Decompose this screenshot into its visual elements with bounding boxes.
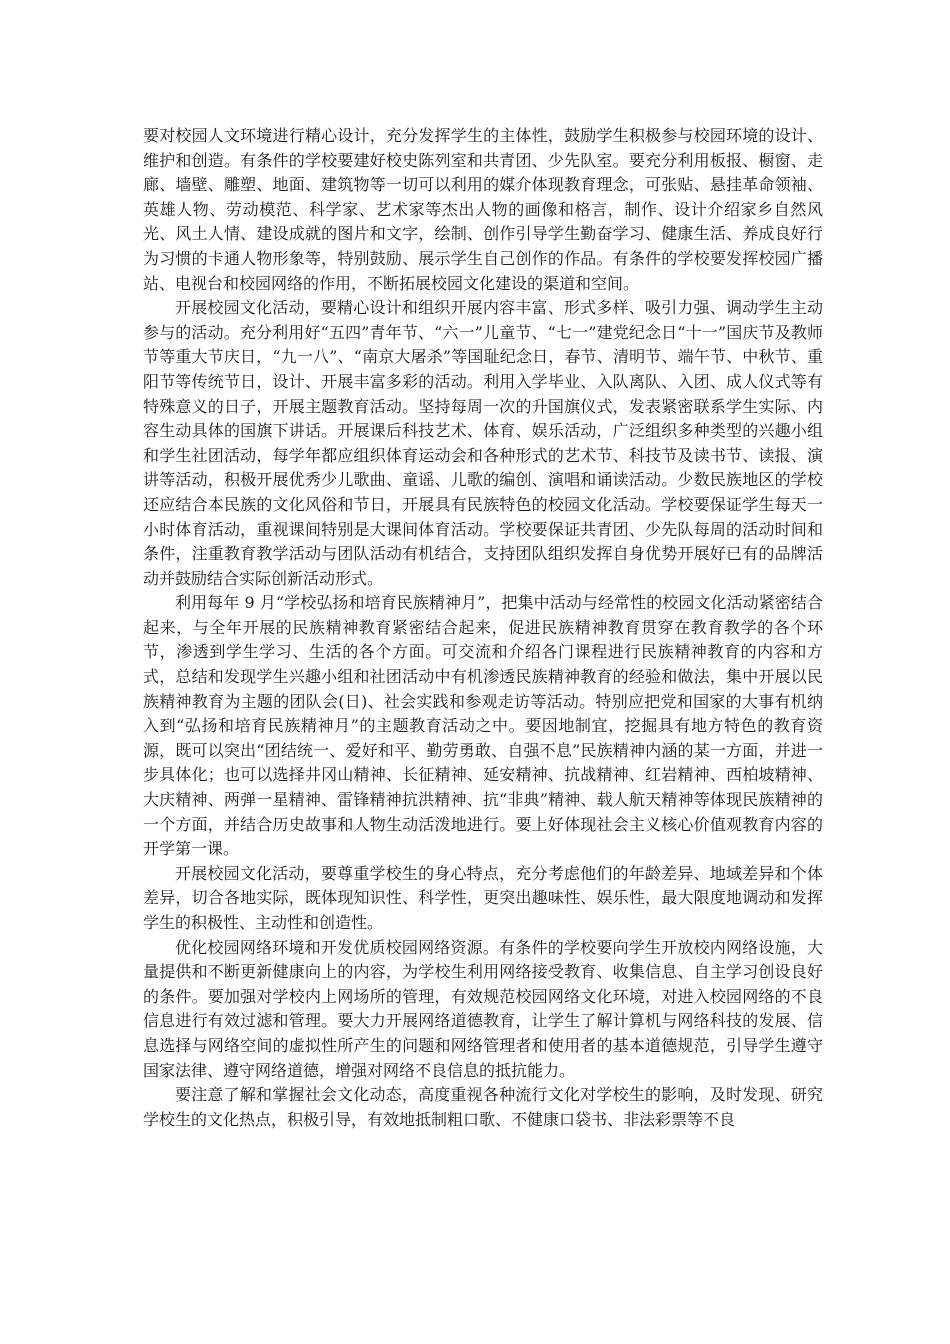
paragraph-social-culture: 要注意了解和掌握社会文化动态，高度重视各种流行文化对学校生的影响，及时发现、研究学校生的文化热点，积极引导，有效地抵制粗口歌、不健康口袋书、非法彩票等不良 [143,1085,823,1129]
paragraph-campus-network: 优化校园网络环境和开发优质校园网络资源。有条件的学校要向学生开放校内网络设施，大量提供和不断更新健康向上的内容，为学校生利用网络接受教育、收集信息、自主学习创设良好的条件。要加强对学校内上网场所的管理，有效规范校园网络文化环境，对进入校园网络的不良信息进行有效过滤和管理。要大力开展网络道德教育，让学生了解计算机与网络科技的发展、信息选择与网络空间的虚拟性所产生的问题和网络管理者和使用者的基本道德规范，引导学生遵守国家法律、遵守网络道德，增强对网络不良信息的抵抗能力。 [143,937,823,1080]
paragraph-student-characteristics: 开展校园文化活动，要尊重学校生的身心特点，充分考虑他们的年龄差异、地域差异和个体差异，切合各地实际，既体现知识性、科学性，更突出趣味性、娱乐性，最大限度地调动和发挥学生的积极性、主动性和创造性。 [143,863,823,932]
paragraph-national-spirit-month: 利用每年 9 月“学校弘扬和培育民族精神月”，把集中活动与经常性的校园文化活动紧密结合起来，与全年开展的民族精神教育紧密结合起来，促进民族精神教育贯穿在教育教学的各个环节，渗透到学生学习、生活的各个方面。可交流和介绍各门课程进行民族精神教育的内容和方式，总结和发现学生兴趣小组和社团活动中有机渗透民族精神教育的经验和做法，集中开展以民族精神教育为主题的团队会(日)、社会实践和参观走访等活动。特别应把党和国家的大事有机纳入到“弘扬和培育民族精神月”的主题教育活动之中。要因地制宜，挖掘具有地方特色的教育资源，既可以突出“团结统一、爱好和平、勤劳勇敢、自强不息”民族精神内涵的某一方面，并进一步具体化；也可以选择井冈山精神、长征精神、延安精神、抗战精神、红岩精神、西柏坡精神、大庆精神、两弹一星精神、雷锋精神抗洪精神、抗“非典”精神、载人航天精神等体现民族精神的一个方面，并结合历史故事和人物生动活泼地进行。要上好体现社会主义核心价值观教育内容的开学第一课。 [143,593,823,859]
paragraph-cultural-activities: 开展校园文化活动，要精心设计和组织开展内容丰富、形式多样、吸引力强、调动学生主动参与的活动。充分利用好“五四”青年节、“六一”儿童节、“七一”建党纪念日“十一”国庆节及教师节等重大节庆日，“九一八”、“南京大屠杀”等国耻纪念日，春节、清明节、端午节、中秋节、重阳节等传统节日，设计、开展丰富多彩的活动。利用入学毕业、入队离队、入团、成人仪式等有特殊意义的日子，开展主题教育活动。坚持每周一次的升国旗仪式，发表紧密联系学生实际、内容生动具体的国旗下讲话。开展课后科技艺术、体育、娱乐活动，广泛组织多种类型的兴趣小组和学生社团活动，每学年都应组织体育运动会和各种形式的艺术节、科技节及读书节、读报、演讲等活动，积极开展优秀少儿歌曲、童谣、儿歌的编创、演唱和诵读活动。少数民族地区的学校还应结合本民族的文化风俗和节日，开展具有民族特色的校园文化活动。学校要保证学生每天一小时体育活动，重视课间特别是大课间体育活动。学校要保证共青团、少先队每周的活动时间和条件，注重教育教学活动与团队活动有机结合，支持团队组织发挥自身优势开展好已有的品牌活动并鼓励结合实际创新活动形式。 [143,298,823,588]
paragraph-campus-environment: 要对校园人文环境进行精心设计，充分发挥学生的主体性，鼓励学生积极参与校园环境的设计、维护和创造。有条件的学校要建好校史陈列室和共青团、少先队室。要充分利用板报、橱窗、走廊、墙壁、雕塑、地面、建筑物等一切可以利用的媒介体现教育理念，可张贴、悬挂革命领袖、英雄人物、劳动模范、科学家、艺术家等杰出人物的画像和格言，制作、设计介绍家乡自然风光、风土人情、建设成就的图片和文字，绘制、创作引导学生勤奋学习、健康生活、养成良好行为习惯的卡通人物形象等，特别鼓励、展示学生自己创作的作品。有条件的学校要发挥校园广播站、电视台和校园网络的作用，不断拓展校园文化建设的渠道和空间。 [143,126,823,293]
document-body [143,124,823,1132]
